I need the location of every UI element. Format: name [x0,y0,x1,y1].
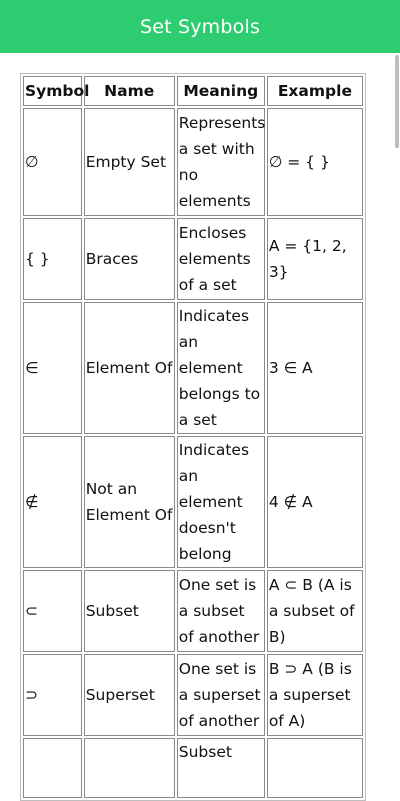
header-name: Name [84,76,175,106]
cell-example [267,738,363,798]
table-row [23,654,363,736]
cell-name: Subset [84,570,175,652]
cell-example: 3 ∈ A [267,302,363,434]
table-row [23,436,363,568]
cell-name: Not an Element Of [84,436,175,568]
table-row [23,738,363,798]
header-symbol: Symbol [23,76,82,106]
header-example: Example [267,76,363,106]
cell-meaning: Encloses elements of a set [177,218,265,300]
table-row [23,108,363,216]
cell-name: Superset [84,654,175,736]
cell-example: 4 ∉ A [267,436,363,568]
cell-meaning: One set is a subset of another [177,570,265,652]
cell-name: Element Of [84,302,175,434]
cell-example: A = {1, 2, 3} [267,218,363,300]
cell-example: ∅ = { } [267,108,363,216]
scrollbar[interactable] [395,55,399,148]
cell-symbol: { } [23,218,82,300]
cell-meaning: Indicates an element doesn't belong [177,436,265,568]
page-title: Set Symbols [139,15,261,38]
cell-name: Empty Set [84,108,175,216]
cell-example: A ⊂ B (A is a subset of B) [267,570,363,652]
cell-name: Braces [84,218,175,300]
cell-meaning: Represents a set with no elements [177,108,265,216]
cell-name [84,738,175,798]
set-symbols-table [20,73,366,801]
table-header-row [23,76,363,106]
table-row [23,570,363,652]
header-meaning: Meaning [177,76,265,106]
cell-meaning: Indicates an element belongs to a set [177,302,265,434]
table-row [23,218,363,300]
cell-symbol [23,738,82,798]
cell-symbol: ⊃ [23,654,82,736]
cell-meaning: Subset [177,738,265,798]
cell-symbol: ⊂ [23,570,82,652]
app-bar [0,0,400,53]
cell-symbol: ∅ [23,108,82,216]
cell-meaning: One set is a superset of another [177,654,265,736]
content-area[interactable] [20,73,366,801]
cell-symbol: ∉ [23,436,82,568]
cell-example: B ⊃ A (B is a superset of A) [267,654,363,736]
cell-symbol: ∈ [23,302,82,434]
table-row [23,302,363,434]
